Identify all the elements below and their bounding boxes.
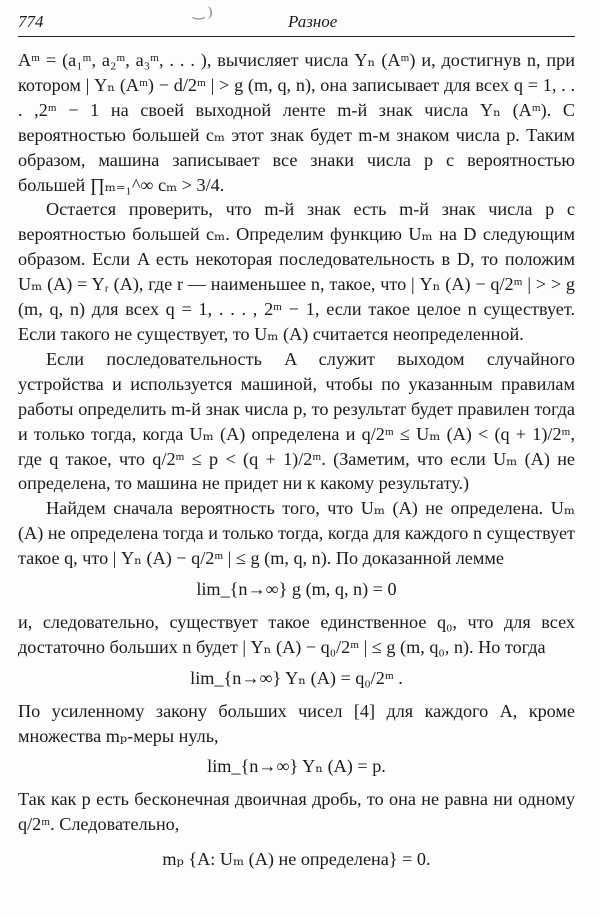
paragraph-1: Aᵐ = (a₁ᵐ, a₂ᵐ, a₃ᵐ, . . . ), вычисляет числа Yₙ (Aᵐ) и, достигнув n, при котором | Yₙ (Aᵐ) − d/2ᵐ | > g (m, q, n), она записывает для всех q = 1, . . . ,2ᵐ − 1 на своей выходной ленте m-й знак числа Yₙ (Aᵐ). С вероятностью большей cₘ этот знак будет m-м знаком числа p. Таким образом, машина записывает все знаки числа p с вероятностью большей ∏ₘ₌₁^∞ cₘ > 3/4.	[18, 50, 575, 195]
page-body	[18, 48, 575, 878]
paragraph-7: Так как p есть бесконечная двоичная дробь, то она не равна ни одному q/2ᵐ. Следовательно,	[18, 789, 575, 835]
page-number: 774	[18, 12, 44, 31]
page-header	[18, 5, 575, 37]
equation-measure: mₚ {A: Uₘ (A) не определена} = 0.	[162, 849, 431, 870]
ink-mark: ‿ )	[193, 5, 213, 20]
equation-limit-y-p: lim_{n→∞} Yₙ (A) = p.	[207, 756, 386, 777]
paragraph-3: Если последовательность A служит выходом случайного устройства и используется машиной, чтобы по указанным правилам работы определить m-й знак числа p, то результат будет правилен тогда и только тогда, когда Uₘ (A) определена и q/2ᵐ ≤ Uₘ (A) < (q + 1)/2ᵐ, где q такое, что q/2ᵐ ≤ p < (q + 1)/2ᵐ. (Заметим, что если Uₘ (A) не определена, то машина не придет ни к какому результату.)	[18, 348, 575, 494]
paragraph-5: и, следовательно, существует такое единственное q₀, что для всех достаточно больших n будет | Yₙ (A) − q₀/2ᵐ | ≤ g (m, q₀, n). Но тогда	[18, 611, 575, 657]
equation-limit-g: lim_{n→∞} g (m, q, n) = 0	[196, 579, 397, 600]
paragraph-6: По усиленному закону больших чисел [4] для каждого A, кроме множества mₚ-меры нуль,	[18, 700, 575, 746]
equation-limit-y-q0: lim_{n→∞} Yₙ (A) = q₀/2ᵐ .	[190, 667, 403, 688]
paragraph-2: Остается проверить, что m-й знак есть m-й знак числа p с вероятностью большей cₘ. Определим функцию Uₘ на D следующим образом. Если A есть некоторая последовательность в D, то положим Uₘ (A) = Yᵣ (A), где r — наименьшее n, такое, что | Yₙ (A) − q/2ᵐ | > > g (m, q, n) для всех q = 1, . . . , 2ᵐ − 1, если такое целое n существует. Если такого не существует, то Uₘ (A) считается неопределенной.	[18, 199, 575, 344]
paragraph-4: Найдем сначала вероятность того, что Uₘ (A) не определена. Uₘ (A) не определена тогда и только тогда, когда для каждого n существует такое q, что | Yₙ (A) − q/2ᵐ | ≤ g (m, q, n). По доказанной лемме	[18, 498, 575, 569]
running-title: Разное	[288, 12, 338, 31]
